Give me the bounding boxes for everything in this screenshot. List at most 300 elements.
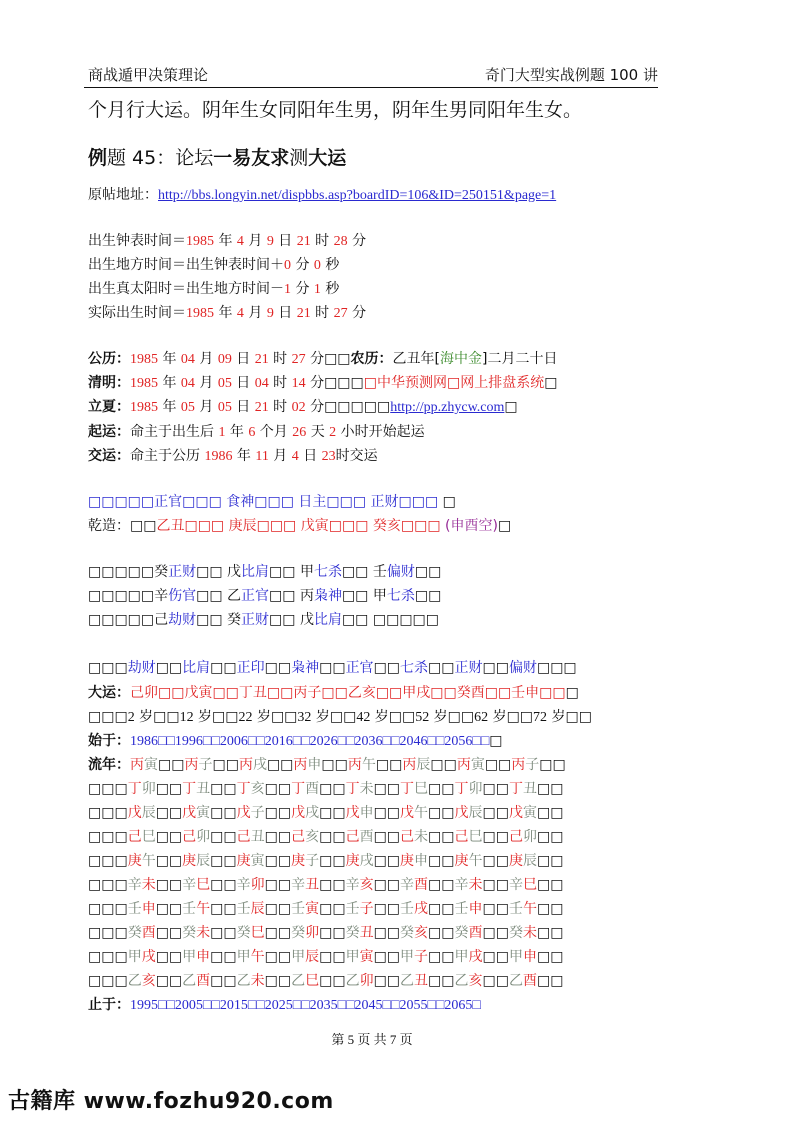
spacer: □□ xyxy=(264,973,292,989)
text-run: 时 xyxy=(268,375,292,391)
text-run: 年 xyxy=(232,448,256,464)
text-run: 立夏： xyxy=(88,399,130,415)
text-run: 伤官 xyxy=(168,588,197,604)
branch-char: 戌 xyxy=(359,853,374,869)
branch-char: 子 xyxy=(525,757,540,773)
spacer: □□ xyxy=(155,781,183,797)
spacer: □□ xyxy=(536,805,564,821)
spacer: □□ xyxy=(319,973,346,989)
text-run: □□ xyxy=(414,588,442,604)
stem-char: 癸 xyxy=(182,925,197,941)
branch-char: 辰 xyxy=(468,805,483,821)
branch-char: 酉 xyxy=(141,925,156,941)
spacer: □□ xyxy=(536,973,564,989)
spacer: □□ xyxy=(428,805,455,821)
branch-char: 卯 xyxy=(522,829,537,845)
spacer: □□ xyxy=(210,973,237,989)
spacer: □□ xyxy=(155,973,183,989)
spacer: □□ xyxy=(536,877,564,893)
text-run: 21 xyxy=(254,400,269,415)
text-run: ]二月二十日 xyxy=(482,351,558,367)
stem-char: 辛 xyxy=(345,877,360,893)
branch-char: 戌 xyxy=(141,949,156,965)
branch-char: 卯 xyxy=(468,781,483,797)
text-run: 21 xyxy=(254,352,269,367)
branch-char: 辰 xyxy=(250,901,265,917)
spacer: □□ xyxy=(158,757,185,773)
spacer: □□ xyxy=(484,757,512,773)
spacer: □□ xyxy=(319,949,346,965)
text-line xyxy=(88,422,425,443)
spacer: □□ xyxy=(210,925,237,941)
branch-char: 戌 xyxy=(414,901,429,917)
page-number: 第 5 页 共 7 页 xyxy=(331,1032,413,1047)
running-header-right: 奇门大型实战例题 100 讲 xyxy=(484,66,658,84)
branch-char: 未 xyxy=(141,877,156,893)
spacer: □□ xyxy=(210,781,237,797)
stem-char: 戊 xyxy=(345,805,360,821)
spacer: □□□ xyxy=(88,901,128,917)
text-line xyxy=(88,562,441,582)
liunian-row xyxy=(88,899,563,919)
text-run: □□□□□辛 xyxy=(88,588,169,604)
text-run: □□ xyxy=(373,660,401,676)
text-run: □□ 癸 xyxy=(196,612,242,628)
stem-char: 辛 xyxy=(454,877,469,893)
stem-char: 辛 xyxy=(127,877,142,893)
branch-char: 酉 xyxy=(359,829,374,845)
spacer: □□ xyxy=(428,829,455,845)
spacer: □□ xyxy=(536,781,564,797)
stem-char: 戊 xyxy=(182,805,197,821)
text-run: 比肩 xyxy=(241,564,270,580)
stem-char: 辛 xyxy=(236,877,251,893)
text-run: □□ 甲 xyxy=(269,564,314,580)
text-run: 32 xyxy=(297,710,312,725)
text-run: 分□□□□□ xyxy=(305,399,391,415)
text-run: 1985 xyxy=(130,376,158,391)
spacer: □□ xyxy=(482,925,509,941)
text-run: □□ xyxy=(155,660,183,676)
text-run: 起运： xyxy=(88,424,130,440)
spacer: □□ xyxy=(155,877,183,893)
branch-char: 丑 xyxy=(359,925,374,941)
text-run: 日 xyxy=(298,448,322,464)
text-run: 正官 xyxy=(241,588,270,604)
text-line xyxy=(88,610,439,630)
stem-char: 甲 xyxy=(345,949,360,965)
text-run: 正财 xyxy=(241,612,270,628)
branch-char: 午 xyxy=(468,853,483,869)
text-run: 清明： xyxy=(88,375,130,391)
text-run: 时 xyxy=(310,233,334,249)
text-run: 1986□□1996□□2006□□2016□□2026□□2036□□2046□□2056□□ xyxy=(130,734,490,749)
text-run: 26 xyxy=(292,425,307,440)
text-line xyxy=(88,586,441,606)
text-run: 21 xyxy=(296,234,311,249)
stem-char: 己 xyxy=(236,829,251,845)
liunian-row xyxy=(88,851,563,871)
spacer: □□ xyxy=(428,949,455,965)
text-run: 月 xyxy=(194,399,218,415)
branch-char: 亥 xyxy=(250,781,265,797)
spacer: □□ xyxy=(319,781,346,797)
stem-char: 丙 xyxy=(238,757,253,773)
text-line xyxy=(88,279,339,300)
text-line xyxy=(88,707,592,728)
text-line xyxy=(88,397,518,418)
text-line xyxy=(88,349,557,370)
branch-char: 寅 xyxy=(250,853,265,869)
text-run: 1986 xyxy=(204,449,233,464)
branch-char: 丑 xyxy=(414,973,429,989)
spacer: □□ xyxy=(430,757,457,773)
spacer: □□ xyxy=(373,781,401,797)
spacer: □□ xyxy=(373,877,401,893)
text-run: 14 xyxy=(291,376,306,391)
stem-char: 丁 xyxy=(345,781,360,797)
text-run: 1985 xyxy=(186,306,214,321)
branch-char: 子 xyxy=(305,853,320,869)
stem-char: 己 xyxy=(400,829,415,845)
stem-char: 癸 xyxy=(345,925,360,941)
branch-char: 辰 xyxy=(416,757,431,773)
text-run: 2 xyxy=(127,710,135,725)
spacer: □□ xyxy=(536,949,564,965)
text-run: 52 xyxy=(415,710,430,725)
spacer: □□ xyxy=(264,877,292,893)
stem-char: 癸 xyxy=(454,925,469,941)
text-run: 1 xyxy=(313,282,321,297)
text-run: 日 xyxy=(231,351,255,367)
stem-char: 癸 xyxy=(400,925,415,941)
stem-char: 壬 xyxy=(127,901,142,917)
stem-char: 戊 xyxy=(400,805,415,821)
text-run: 岁□□ xyxy=(370,709,416,725)
text-run: 命主于公历 xyxy=(130,448,205,464)
text-run: 七杀 xyxy=(400,660,429,676)
stem-char: 乙 xyxy=(127,973,142,989)
branch-char: 子 xyxy=(198,757,213,773)
stem-char: 丙 xyxy=(511,757,526,773)
text-run: □□ 戊 xyxy=(196,564,242,580)
spacer: □□ xyxy=(536,901,564,917)
end-label: 止于： xyxy=(88,997,130,1013)
text-run: 月 xyxy=(194,375,218,391)
spacer: □□ xyxy=(373,973,401,989)
branch-char: 戌 xyxy=(252,757,267,773)
liunian-label: 流年： xyxy=(88,757,130,773)
text-run: □□ xyxy=(428,660,455,676)
stem-char: 乙 xyxy=(454,973,469,989)
stem-char: 庚 xyxy=(454,853,469,869)
text-run: 题 45： xyxy=(107,147,176,169)
text-run: 22 xyxy=(238,710,253,725)
header-rule xyxy=(84,87,658,88)
liunian-row xyxy=(88,923,563,943)
stem-char: 辛 xyxy=(182,877,197,893)
branch-char: 申 xyxy=(468,901,483,917)
spacer: □□ xyxy=(155,925,183,941)
text-run: 09 xyxy=(217,352,232,367)
stem-char: 辛 xyxy=(400,877,415,893)
spacer: □□ xyxy=(428,853,455,869)
branch-char: 申 xyxy=(522,949,537,965)
text-run: 分 xyxy=(291,257,314,273)
stem-char: 丁 xyxy=(291,781,306,797)
branch-char: 辰 xyxy=(522,853,537,869)
text-line xyxy=(88,492,456,512)
text-run: 交运： xyxy=(88,448,130,464)
spacer: □□ xyxy=(319,853,346,869)
text-run: 比肩 xyxy=(182,660,211,676)
stem-char: 丁 xyxy=(400,781,415,797)
stem-char: 甲 xyxy=(291,949,306,965)
spacer: □□ xyxy=(155,949,183,965)
text-run: □□ xyxy=(319,660,346,676)
branch-char: 子 xyxy=(359,901,374,917)
text-line xyxy=(88,683,579,703)
stem-char: 乙 xyxy=(182,973,197,989)
text-run: □中华预测网□网上排盘系统 xyxy=(363,375,545,391)
text-run: 正财 xyxy=(454,660,483,676)
text-run: □ xyxy=(497,518,512,534)
branch-char: 酉 xyxy=(522,973,537,989)
text-run: 年 xyxy=(158,375,181,391)
branch-char: 寅 xyxy=(359,949,374,965)
text-run: 分 xyxy=(347,233,367,249)
liunian-row xyxy=(88,971,563,991)
stem-char: 丁 xyxy=(454,781,469,797)
text-run: □ xyxy=(544,375,558,391)
spacer: □□ xyxy=(536,853,564,869)
text-line xyxy=(88,373,557,394)
branch-char: 午 xyxy=(141,853,156,869)
liunian-row xyxy=(88,755,566,775)
text-run: □□ 丙 xyxy=(269,588,314,604)
stem-char: 丙 xyxy=(347,757,362,773)
spacer: □□ xyxy=(155,853,183,869)
stem-char: 乙 xyxy=(400,973,415,989)
text-run: 9 xyxy=(266,306,274,321)
text-run: 年 xyxy=(158,399,181,415)
branch-char: 丑 xyxy=(250,829,265,845)
branch-char: 巳 xyxy=(305,973,320,989)
text-run: 04 xyxy=(180,352,195,367)
spacer: □□ xyxy=(210,829,237,845)
text-run: 乙丑□□□ 庚辰□□□ 戊寅□□□ 癸亥□□□ xyxy=(156,518,445,534)
stem-char: 己 xyxy=(127,829,142,845)
text-run: □□□□□癸 xyxy=(88,564,169,580)
end-years: 1995□□2005□□2015□□2025□□2035□□2045□□2055□□2065□ xyxy=(130,998,481,1013)
text-run: 比肩 xyxy=(313,612,342,628)
branch-char: 卯 xyxy=(250,877,265,893)
text-run: 始于： xyxy=(88,733,130,749)
spacer: □□ xyxy=(482,781,509,797)
spacer: □□ xyxy=(212,757,239,773)
text-run: 论坛 xyxy=(175,147,214,169)
text-run: 月 xyxy=(194,351,218,367)
liunian-row xyxy=(88,803,563,823)
liunian-row xyxy=(88,779,563,799)
spacer: □□ xyxy=(264,829,292,845)
branch-char: 酉 xyxy=(196,973,211,989)
text-run: □ xyxy=(504,399,518,415)
stem-char: 丙 xyxy=(456,757,471,773)
text-run: 1985 xyxy=(130,400,158,415)
branch-char: 巳 xyxy=(414,781,429,797)
stem-char: 癸 xyxy=(508,925,523,941)
text-run: 04 xyxy=(180,376,195,391)
branch-char: 未 xyxy=(414,829,429,845)
text-line xyxy=(88,97,582,123)
spacer: □□□ xyxy=(88,973,128,989)
stem-char: 甲 xyxy=(400,949,415,965)
text-run: 正印 xyxy=(236,660,265,676)
stem-char: 庚 xyxy=(127,853,142,869)
branch-char: 丑 xyxy=(305,877,320,893)
branch-char: 卯 xyxy=(141,781,156,797)
spacer: □□ xyxy=(482,853,509,869)
stem-char: 丙 xyxy=(130,757,144,773)
stem-char: 戊 xyxy=(236,805,251,821)
spacer: □□ xyxy=(210,901,237,917)
text-run: 年 xyxy=(225,424,249,440)
stem-char: 乙 xyxy=(236,973,251,989)
text-line xyxy=(88,145,346,171)
text-run: 0 xyxy=(313,258,321,273)
branch-char: 未 xyxy=(196,925,211,941)
text-run: 62 xyxy=(474,710,489,725)
stem-char: 乙 xyxy=(291,973,306,989)
text-run: 4 xyxy=(236,234,244,249)
spacer: □□ xyxy=(210,853,237,869)
stem-char: 甲 xyxy=(236,949,251,965)
text-run: □□ 壬 xyxy=(341,564,387,580)
text-run: 2 xyxy=(329,425,337,440)
text-line xyxy=(88,731,503,752)
spacer: □□ xyxy=(264,925,292,941)
stem-char: 甲 xyxy=(127,949,142,965)
text-run: 出生真太阳时＝出生地方时间－ xyxy=(88,281,284,297)
running-header-left: 商战遁甲决策理论 xyxy=(88,66,209,84)
text-run: 分□□□ xyxy=(305,375,364,391)
spacer: □□ xyxy=(264,805,292,821)
text-run: 测 xyxy=(289,147,309,169)
spacer: □□ xyxy=(264,853,292,869)
spacer: □□□ xyxy=(88,853,128,869)
spacer: □□ xyxy=(373,901,401,917)
stem-char: 庚 xyxy=(345,853,360,869)
text-run: 27 xyxy=(291,352,306,367)
text-run: 原帖地址： xyxy=(88,187,158,203)
text-run: 04 xyxy=(254,376,269,391)
spacer: □□□ xyxy=(88,781,128,797)
text-line xyxy=(88,446,378,467)
text-run: 偏财 xyxy=(386,564,415,580)
stem-char: 癸 xyxy=(291,925,306,941)
text-line xyxy=(88,231,366,252)
stem-char: 壬 xyxy=(454,901,469,917)
text-run: □□ xyxy=(264,660,292,676)
text-run: 实际出生时间＝ xyxy=(88,305,186,321)
text-run: □□ xyxy=(482,660,509,676)
spacer: □□ xyxy=(428,781,455,797)
branch-char: 酉 xyxy=(468,925,483,941)
text-run: 海中金 xyxy=(440,351,482,367)
spacer: □□□ xyxy=(88,829,128,845)
text-run: 02 xyxy=(291,400,306,415)
stem-char: 辛 xyxy=(291,877,306,893)
spacer: □□ xyxy=(428,973,455,989)
text-run: 6 xyxy=(248,425,256,440)
branch-char: 辰 xyxy=(141,805,156,821)
text-run: □□ xyxy=(210,660,237,676)
text-run: 21 xyxy=(296,306,311,321)
spacer: □□ xyxy=(482,949,509,965)
text-run: 出生钟表时间＝ xyxy=(88,233,186,249)
spacer: □□□ xyxy=(88,805,128,821)
spacer: □□ xyxy=(319,901,346,917)
stem-char: 乙 xyxy=(345,973,360,989)
stem-char: 丁 xyxy=(182,781,197,797)
liunian-row xyxy=(88,827,563,847)
text-run: □□ □□□□□ xyxy=(341,612,439,628)
text-line xyxy=(88,516,511,536)
spacer: □□ xyxy=(482,973,509,989)
spacer: □□ xyxy=(373,829,401,845)
stem-char: 癸 xyxy=(236,925,251,941)
spacer: □□ xyxy=(373,805,401,821)
text-run: 05 xyxy=(217,376,232,391)
stem-char: 壬 xyxy=(400,901,415,917)
stem-char: 丁 xyxy=(127,781,142,797)
stem-char: 己 xyxy=(182,829,197,845)
stem-char: 己 xyxy=(345,829,360,845)
spacer: □□□ xyxy=(88,949,128,965)
url-link[interactable]: http://bbs.longyin.net/dispbbs.asp?boardID=106&ID=250151&page=1 xyxy=(158,188,557,203)
stem-char: 庚 xyxy=(508,853,523,869)
text-run: 27 xyxy=(333,306,348,321)
stem-char: 丙 xyxy=(293,757,308,773)
stem-char: 丁 xyxy=(236,781,251,797)
text-run: 1 xyxy=(218,425,226,440)
branch-char: 申 xyxy=(414,853,429,869)
spacer: □□ xyxy=(428,901,455,917)
branch-char: 卯 xyxy=(305,925,320,941)
text-run: 日 xyxy=(231,375,255,391)
branch-char: 戌 xyxy=(305,805,320,821)
stem-char: 戊 xyxy=(127,805,142,821)
text-run: 05 xyxy=(217,400,232,415)
branch-char: 亥 xyxy=(305,829,320,845)
spacer: □□ xyxy=(539,757,566,773)
text-run: 大运 xyxy=(308,147,347,169)
spacer: □□ xyxy=(373,949,401,965)
branch-char: 卯 xyxy=(359,973,374,989)
spacer: □□ xyxy=(264,901,292,917)
url-link[interactable]: http://pp.zhycw.com xyxy=(390,400,505,415)
text-run: □□□□□正官□□□ 食神□□□ 日主□□□ 正财□□□ xyxy=(88,494,443,510)
text-run: 23 xyxy=(321,449,336,464)
stem-char: 丁 xyxy=(508,781,523,797)
branch-char: 申 xyxy=(196,949,211,965)
stem-char: 癸 xyxy=(127,925,142,941)
text-run: 秒 xyxy=(320,281,340,297)
spacer: □□ xyxy=(482,829,509,845)
text-line xyxy=(88,185,556,206)
branch-char: 丑 xyxy=(196,781,211,797)
